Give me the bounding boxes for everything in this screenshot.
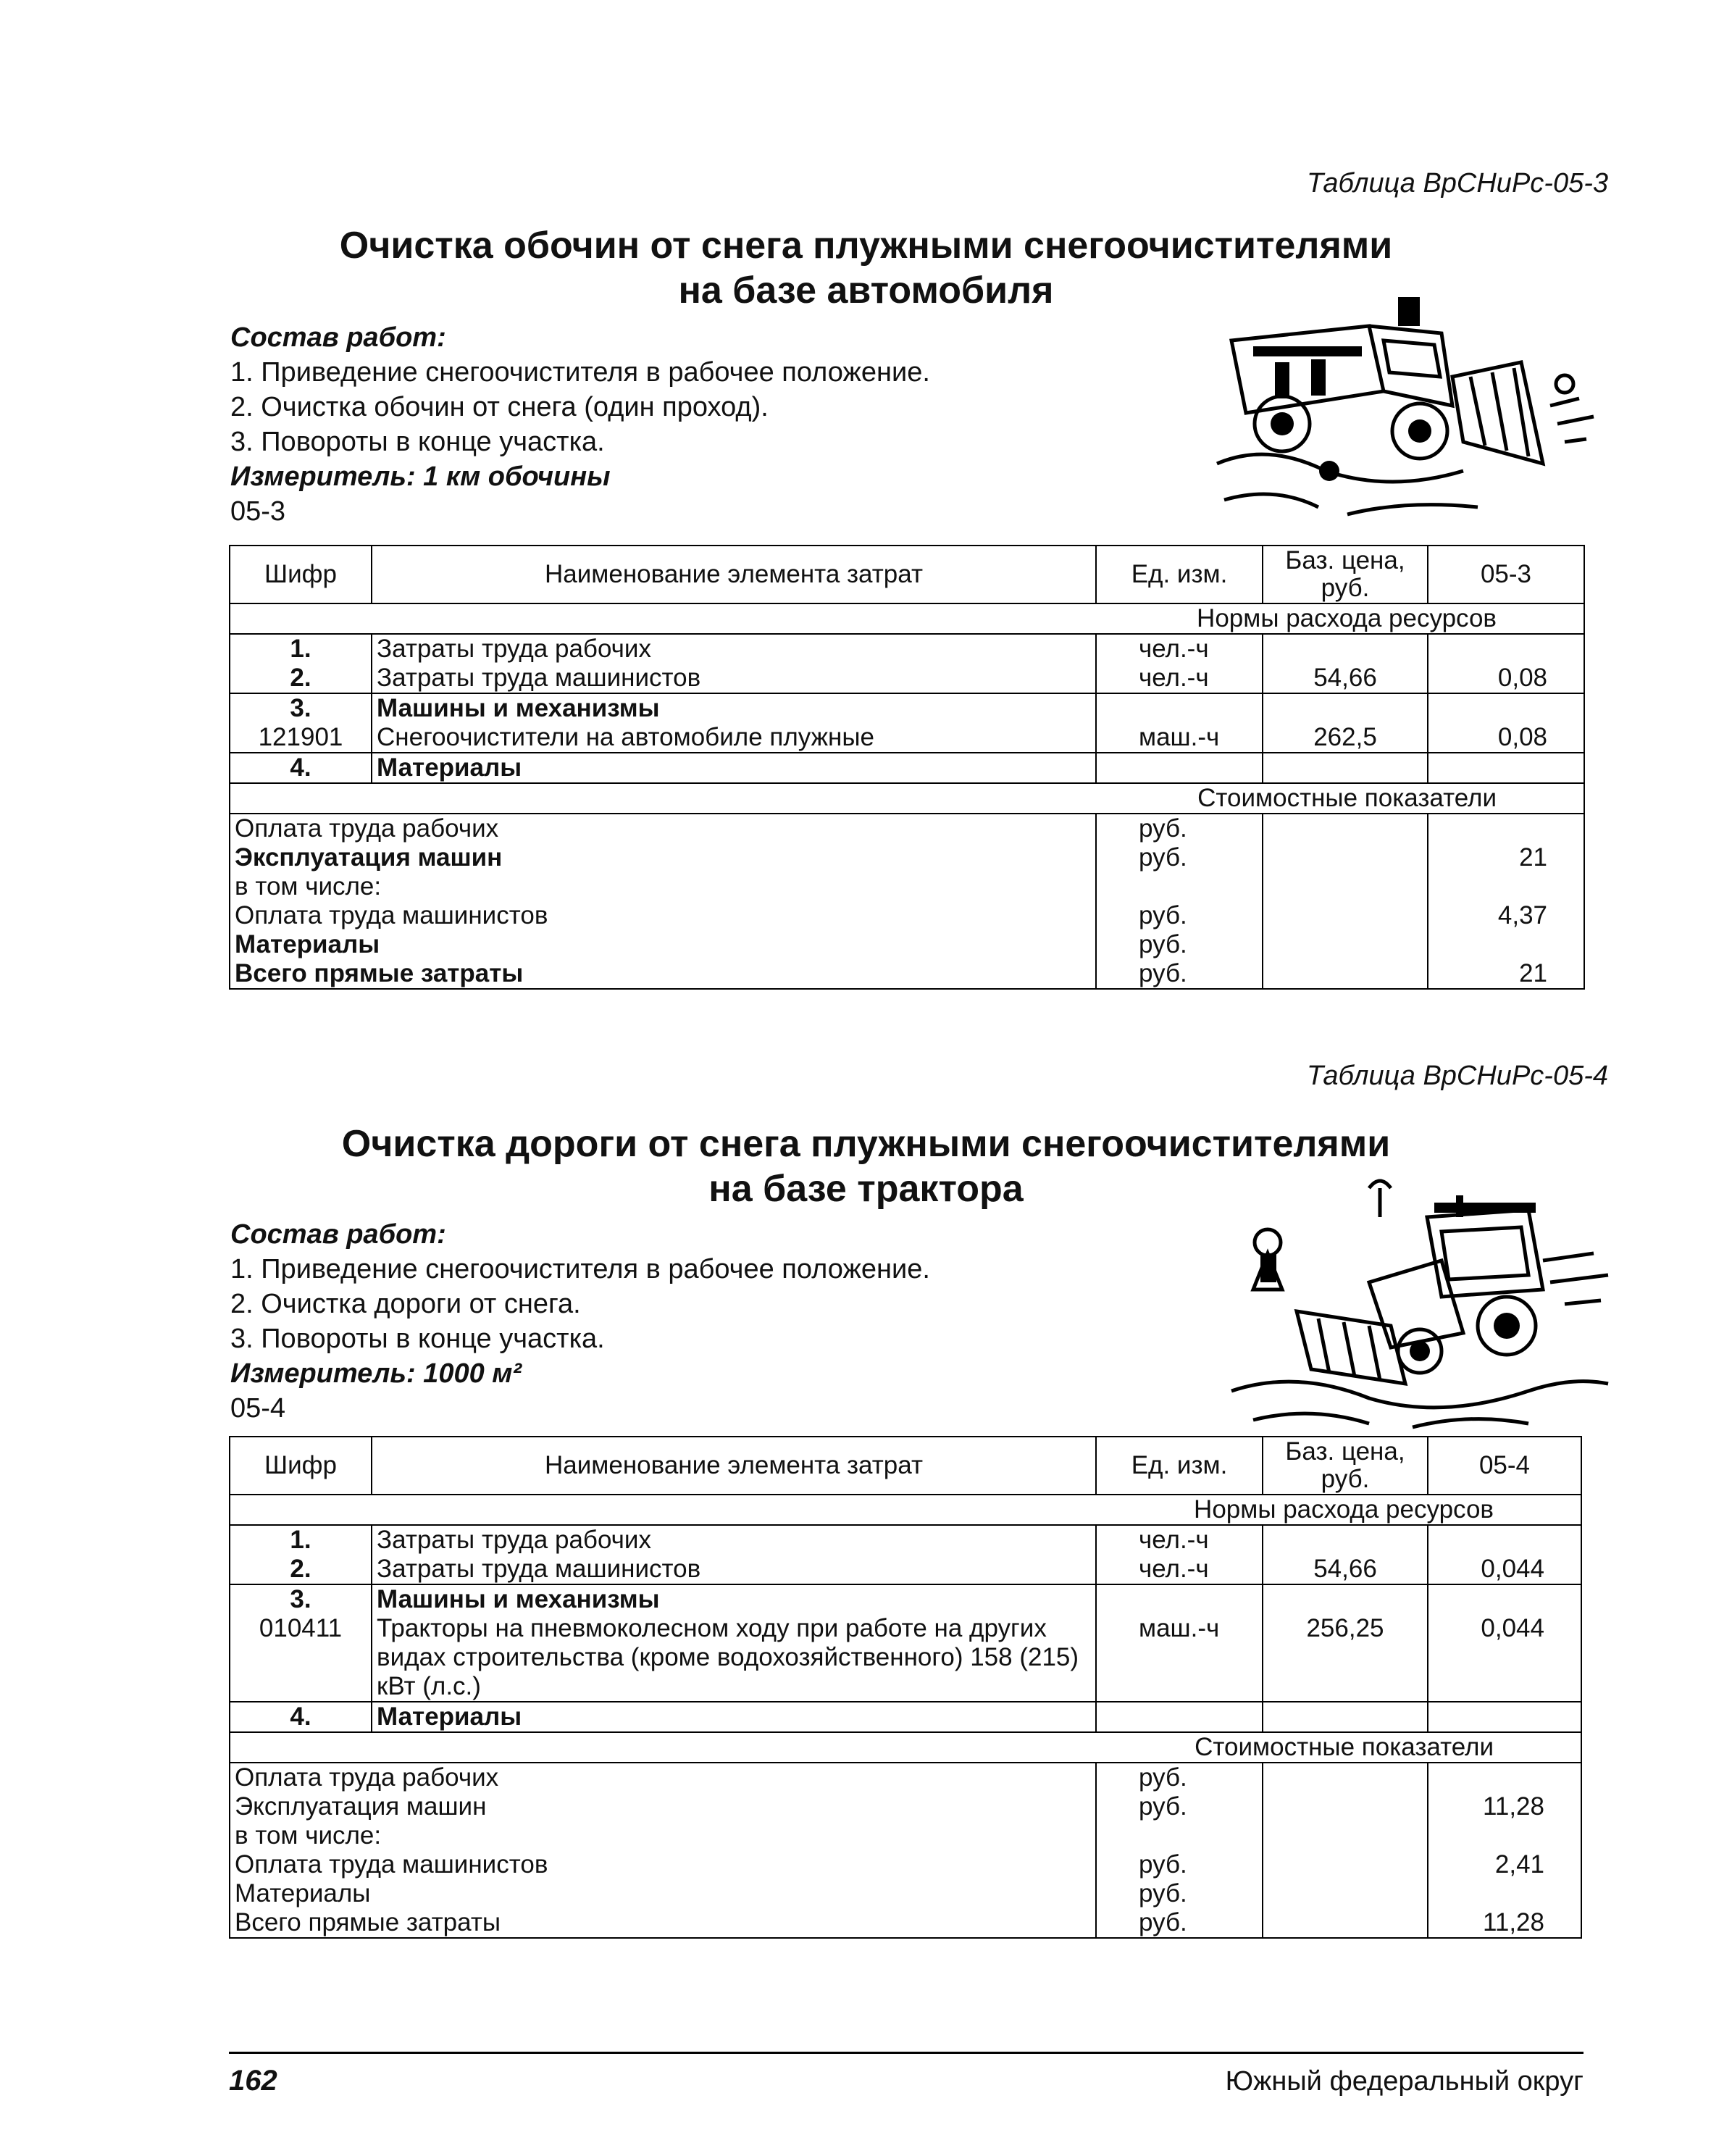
resource-table: [229, 545, 1585, 990]
price-cell: [1263, 1525, 1428, 1555]
header-price: Баз. цена, руб.: [1263, 1437, 1428, 1495]
value-cell: 0,08: [1428, 664, 1584, 693]
table-code: 05-4: [230, 1393, 286, 1424]
price-cell: 54,66: [1263, 1555, 1428, 1584]
cost-unit: руб.: [1096, 843, 1263, 872]
table-header-row: [230, 1437, 1581, 1495]
work-item: 3. Повороты в конце участка.: [230, 1324, 605, 1354]
value-cell: [1428, 1584, 1581, 1614]
norms-row: [230, 1495, 1581, 1525]
cost-unit: руб.: [1096, 1908, 1263, 1938]
cost-name: Оплата труда рабочих: [230, 814, 1096, 843]
value-cell: 0,044: [1428, 1555, 1581, 1584]
name-cell: Затраты труда машинистов: [372, 1555, 1096, 1584]
unit-cell: [1096, 753, 1263, 783]
page-number: 162: [229, 2065, 277, 2097]
value-cell: [1428, 634, 1584, 664]
cipher-cell: 010411: [230, 1614, 372, 1702]
truck-snowplow-illustration: [1202, 297, 1608, 529]
header-name: Наименование элемента затрат: [372, 546, 1096, 603]
cost-unit: руб.: [1096, 1879, 1263, 1908]
cost-row: [230, 1821, 1581, 1850]
unit-cell: чел.-ч: [1096, 664, 1263, 693]
cost-value: 2,41: [1428, 1850, 1581, 1879]
unit-cell: [1096, 1702, 1263, 1732]
cipher-cell: 4.: [230, 1702, 372, 1732]
unit-cell: чел.-ч: [1096, 1525, 1263, 1555]
measure-unit: Измеритель: 1 км обочины: [230, 461, 611, 492]
cost-row: [230, 843, 1584, 872]
cost-value: 21: [1428, 959, 1584, 989]
name-cell: Снегоочистители на автомобиле плужные: [372, 723, 1096, 753]
cost-name: в том числе:: [230, 1821, 1096, 1850]
title-line-2: на базе автомобиля: [678, 270, 1054, 312]
cost-value: [1428, 1821, 1581, 1850]
cost-unit: руб.: [1096, 814, 1263, 843]
header-code: 05-4: [1428, 1437, 1581, 1495]
cost-unit: руб.: [1096, 959, 1263, 989]
cost-row: [230, 1879, 1581, 1908]
unit-cell: [1096, 1584, 1263, 1614]
header-code: 05-3: [1428, 546, 1584, 603]
cost-label: Стоимостные показатели: [230, 1732, 1581, 1763]
cipher-cell: 1.: [230, 634, 372, 664]
table-row: [230, 1614, 1581, 1702]
norms-label: Нормы расхода ресурсов: [230, 1495, 1581, 1525]
cost-row: [230, 1763, 1581, 1792]
value-cell: [1428, 1525, 1581, 1555]
price-cell: 262,5: [1263, 723, 1428, 753]
unit-cell: чел.-ч: [1096, 1555, 1263, 1584]
unit-cell: чел.-ч: [1096, 634, 1263, 664]
work-composition: [230, 320, 930, 529]
work-item: 1. Приведение снегоочистителя в рабочее положение.: [230, 1254, 930, 1284]
cost-unit: [1096, 872, 1263, 901]
table-row: [230, 664, 1584, 693]
name-cell: Материалы: [372, 1702, 1096, 1732]
cost-row: [230, 1792, 1581, 1821]
price-cell: [1263, 634, 1428, 664]
price-cell: 256,25: [1263, 1614, 1428, 1702]
price-cell: [1263, 1702, 1428, 1732]
name-cell: Машины и механизмы: [372, 693, 1096, 723]
work-heading: Состав работ:: [230, 1219, 446, 1250]
header-name: Наименование элемента затрат: [372, 1437, 1096, 1495]
price-cell: 54,66: [1263, 664, 1428, 693]
cost-label-row: [230, 1732, 1581, 1763]
cost-value: 21: [1428, 843, 1584, 872]
work-item: 1. Приведение снегоочистителя в рабочее положение.: [230, 357, 930, 388]
table-row: [230, 1584, 1581, 1614]
title-line-1: Очистка обочин от снега плужными снегоочистителями: [339, 225, 1393, 267]
norms-label: Нормы расхода ресурсов: [230, 603, 1584, 634]
table-header-row: [230, 546, 1584, 603]
cost-unit: руб.: [1096, 1763, 1263, 1792]
price-cell: [1263, 753, 1428, 783]
name-cell: Затраты труда машинистов: [372, 664, 1096, 693]
table-caption: Таблица ВрСНиРс-05-3: [1306, 168, 1608, 199]
value-cell: [1428, 693, 1584, 723]
cost-name: Оплата труда машинистов: [230, 901, 1096, 930]
header-unit: Ед. изм.: [1096, 1437, 1263, 1495]
header-cipher: Шифр: [230, 1437, 372, 1495]
table-caption: Таблица ВрСНиРс-05-4: [1306, 1061, 1608, 1091]
cost-value: [1428, 1879, 1581, 1908]
cost-value: [1428, 872, 1584, 901]
cost-value: [1428, 1763, 1581, 1792]
work-heading: Состав работ:: [230, 322, 446, 353]
header-unit: Ед. изм.: [1096, 546, 1263, 603]
cost-row: [230, 872, 1584, 901]
cipher-cell: 2.: [230, 664, 372, 693]
cost-name: в том числе:: [230, 872, 1096, 901]
cost-value: 11,28: [1428, 1792, 1581, 1821]
cost-unit: руб.: [1096, 930, 1263, 959]
tractor-snowplow-illustration: [1224, 1174, 1615, 1434]
cost-name: Всего прямые затраты: [230, 959, 1096, 989]
work-item: 2. Очистка дороги от снега.: [230, 1289, 581, 1319]
table-row: [230, 693, 1584, 723]
cost-name: Эксплуатация машин: [230, 1792, 1096, 1821]
table-row: [230, 723, 1584, 753]
measure-unit: Измеритель: 1000 м²: [230, 1358, 522, 1389]
work-item: 2. Очистка обочин от снега (один проход).: [230, 392, 769, 422]
cost-name: Материалы: [230, 1879, 1096, 1908]
cipher-cell: 2.: [230, 1555, 372, 1584]
cost-unit: руб.: [1096, 901, 1263, 930]
table-row: [230, 1525, 1581, 1555]
cost-value: 4,37: [1428, 901, 1584, 930]
cipher-cell: 3.: [230, 693, 372, 723]
name-cell: Тракторы на пневмоколесном ходу при работе на других видах строительства (кроме водохозяйственного) 158 (215) кВт (л.с.): [372, 1614, 1096, 1702]
unit-cell: маш.-ч: [1096, 1614, 1263, 1702]
table-row: [230, 1702, 1581, 1732]
table-row: [230, 753, 1584, 783]
cost-label-row: [230, 783, 1584, 814]
work-composition: [230, 1217, 930, 1426]
table-row: [230, 1555, 1581, 1584]
cost-value: [1428, 814, 1584, 843]
unit-cell: маш.-ч: [1096, 723, 1263, 753]
cost-name: Всего прямые затраты: [230, 1908, 1096, 1938]
cost-row: [230, 930, 1584, 959]
cost-row: [230, 901, 1584, 930]
cost-value: 11,28: [1428, 1908, 1581, 1938]
cost-unit: руб.: [1096, 1850, 1263, 1879]
name-cell: Затраты труда рабочих: [372, 634, 1096, 664]
name-cell: Затраты труда рабочих: [372, 1525, 1096, 1555]
cost-name: Оплата труда машинистов: [230, 1850, 1096, 1879]
cipher-cell: 121901: [230, 723, 372, 753]
cost-unit: руб.: [1096, 1792, 1263, 1821]
cost-row: [230, 1908, 1581, 1938]
title-line-2: на базе трактора: [708, 1168, 1024, 1210]
header-cipher: Шифр: [230, 546, 372, 603]
cost-row: [230, 1850, 1581, 1879]
resource-table: [229, 1436, 1582, 1939]
cipher-cell: 4.: [230, 753, 372, 783]
name-cell: Материалы: [372, 753, 1096, 783]
cost-name: Материалы: [230, 930, 1096, 959]
cost-row: [230, 959, 1584, 989]
cost-name: Эксплуатация машин: [230, 843, 1096, 872]
value-cell: 0,08: [1428, 723, 1584, 753]
cost-value: [1428, 930, 1584, 959]
value-cell: [1428, 1702, 1581, 1732]
cipher-cell: 3.: [230, 1584, 372, 1614]
footer-region: Южный федеральный округ: [1225, 2066, 1584, 2097]
footer-divider: [229, 2052, 1584, 2054]
work-item: 3. Повороты в конце участка.: [230, 427, 605, 457]
cost-unit: [1096, 1821, 1263, 1850]
norms-row: [230, 603, 1584, 634]
cost-name: Оплата труда рабочих: [230, 1763, 1096, 1792]
table-row: [230, 634, 1584, 664]
value-cell: 0,044: [1428, 1614, 1581, 1702]
table-code: 05-3: [230, 496, 286, 527]
cipher-cell: 1.: [230, 1525, 372, 1555]
title-line-1: Очистка дороги от снега плужными снегоочистителями: [341, 1123, 1391, 1165]
cost-label: Стоимостные показатели: [230, 783, 1584, 814]
cost-row: [230, 814, 1584, 843]
name-cell: Машины и механизмы: [372, 1584, 1096, 1614]
value-cell: [1428, 753, 1584, 783]
price-cell: [1263, 1584, 1428, 1614]
unit-cell: [1096, 693, 1263, 723]
header-price: Баз. цена, руб.: [1263, 546, 1428, 603]
price-cell: [1263, 693, 1428, 723]
